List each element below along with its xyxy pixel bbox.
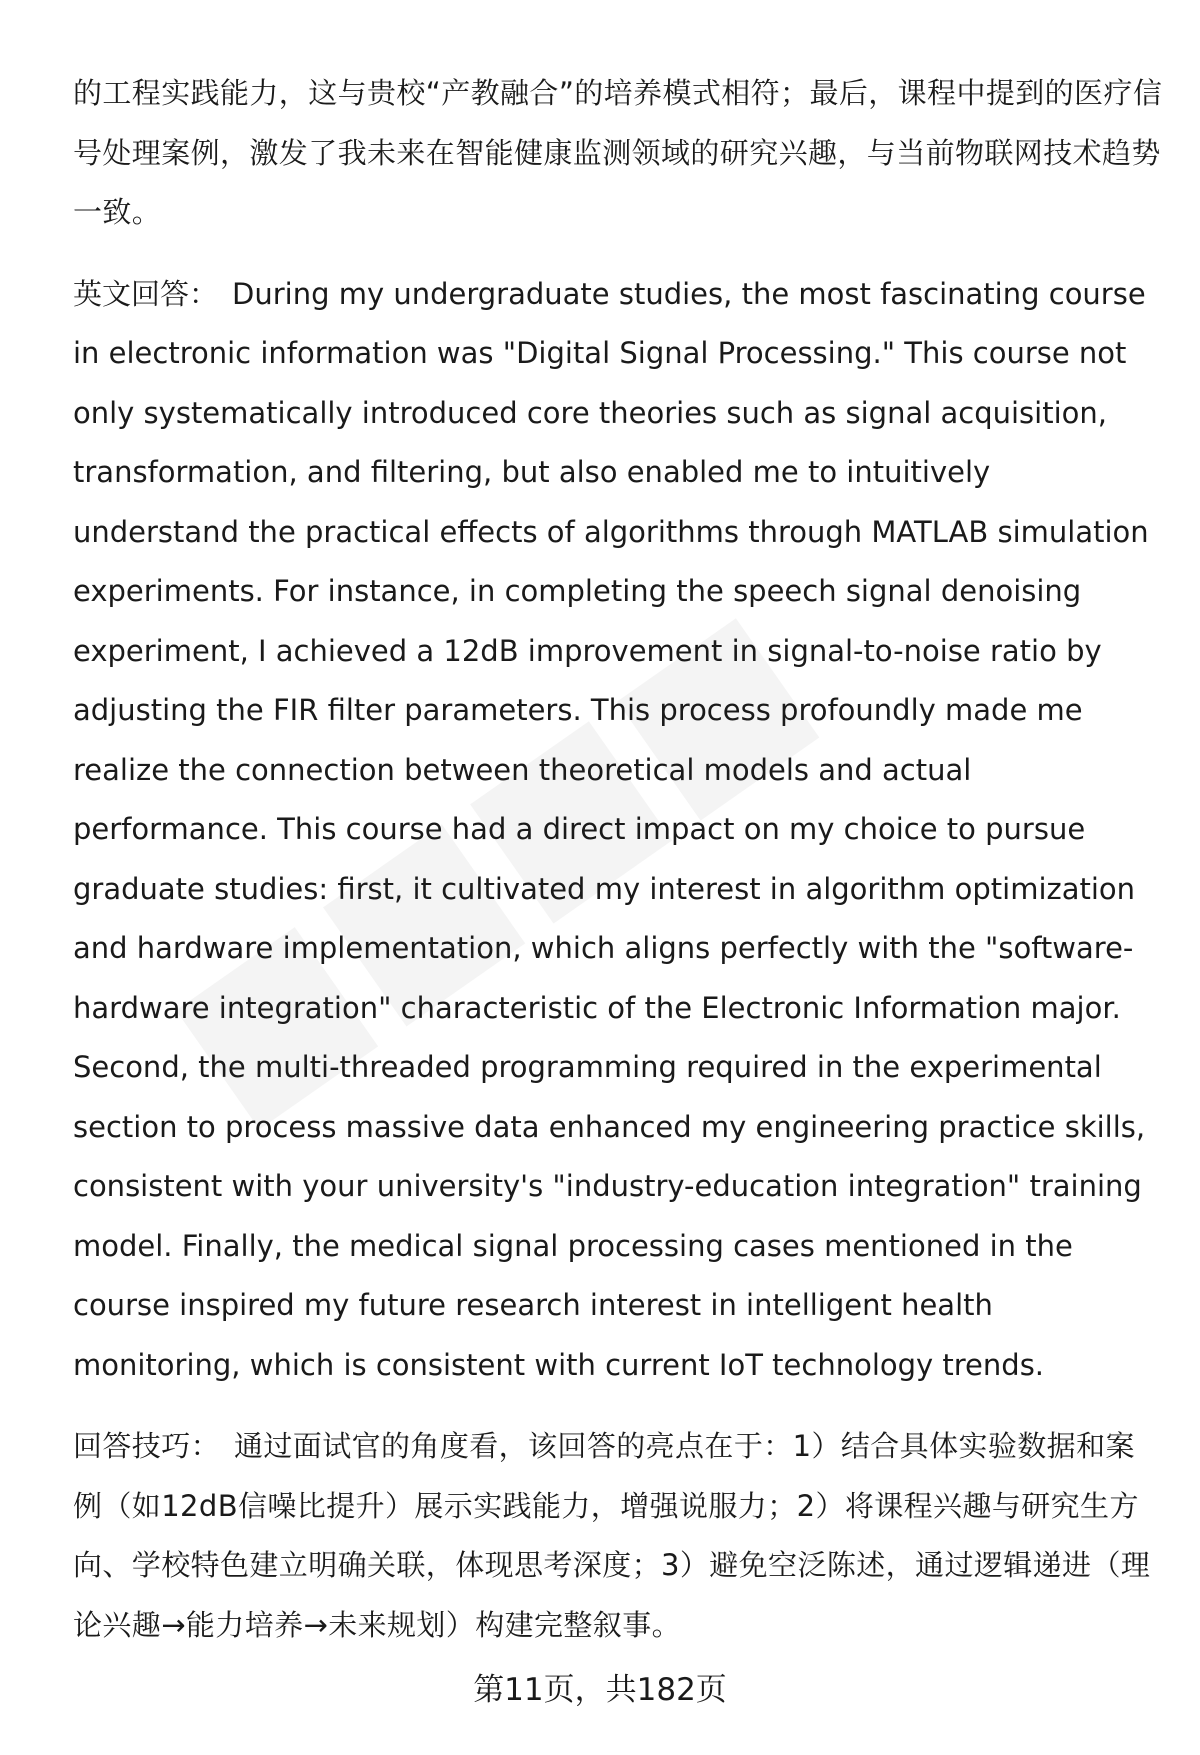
paragraph-answer-tips: [73, 1417, 1163, 1655]
page-number-footer: 第11页，共182页: [473, 1672, 727, 1708]
english-answer-label: 英文回答：: [73, 276, 219, 311]
document-body: [73, 64, 1163, 1655]
paragraph-english-answer: [73, 265, 1163, 1396]
answer-tips-label: 回答技巧：: [73, 1429, 221, 1463]
paragraph-continued-answer: 的工程实践能力，这与贵校“产教融合”的培养模式相符；最后，课程中提到的医疗信号处理案例，激发了我未来在智能健康监测领域的研究兴趣，与当前物联网技术趋势一致。: [73, 76, 1163, 229]
english-answer-text: During my undergraduate studies, the most fascinating course in electronic information was "Digital Signal Processing." This course not only systematically introduced core theories such as signal acquisition, transformation, and filtering, but also enabled me to intuitively understand the practical effects of algorithms through MATLAB simulation experiments. For instance, in completing the speech signal denoising experiment, I achieved a 12dB improvement in signal-to-noise ratio by adjusting the FIR filter parameters. This process profoundly made me realize the connection between theoretical models and actual performance. This course had a direct impact on my choice to pursue graduate studies: first, it cultivated my interest in algorithm optimization and hardware implementation, which aligns perfectly with the "software-hardware integration" characteristic of the Electronic Information major. Second, the multi-threaded programming required in the experimental section to process massive data enhanced my engineering practice skills, consistent with your university's "industry-education integration" training model. Finally, the medical signal processing cases mentioned in the course inspired my future research interest in intelligent health monitoring, which is consistent with current IoT technology trends.: [73, 276, 1149, 1382]
answer-tips-text: 通过面试官的角度看，该回答的亮点在于：1）结合具体实验数据和案例（如12dB信噪比提升）展示实践能力，增强说服力；2）将课程兴趣与研究生方向、学校特色建立明确关联，体现思考深度；3）避免空泛陈述，通过逻辑递进（理论兴趣→能力培养→未来规划）构建完整叙事。: [73, 1429, 1151, 1642]
